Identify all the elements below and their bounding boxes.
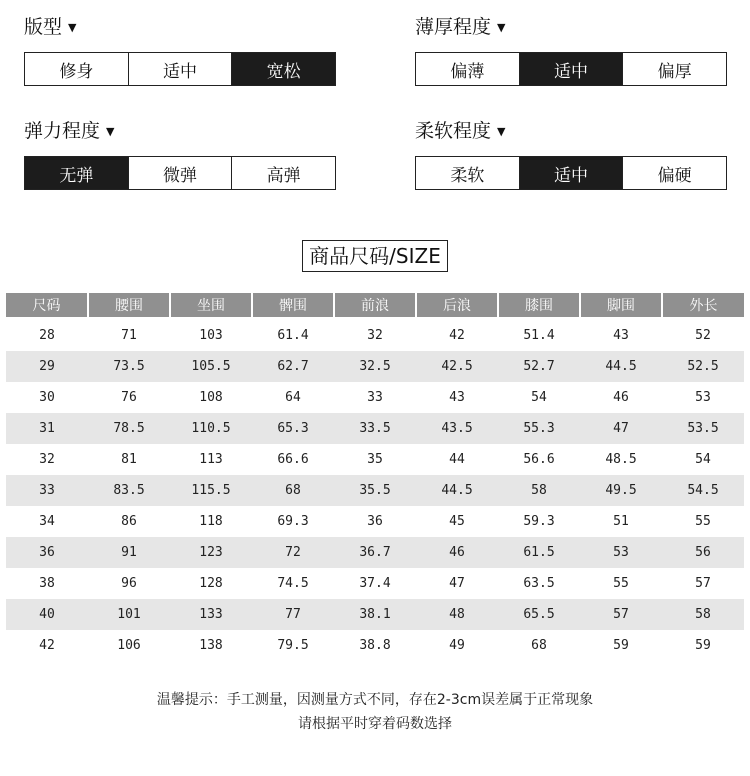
table-cell: 49.5 [580, 475, 662, 506]
table-cell: 44 [449, 452, 465, 467]
table-row [6, 444, 744, 475]
attr-title: 弹力程度 ▼ [24, 120, 115, 142]
table-cell: 36 [367, 514, 383, 529]
table-cell: 118 [199, 514, 223, 529]
table-cell: 115.5 [170, 475, 252, 506]
table-cell: 33 [367, 390, 383, 405]
table-cell: 110.5 [170, 413, 252, 444]
table-cell: 86 [121, 514, 137, 529]
table-cell: 66.6 [277, 452, 309, 467]
table-cell: 46 [613, 390, 629, 405]
table-cell: 55 [613, 576, 629, 591]
table-row [6, 537, 744, 568]
table-cell: 37.4 [359, 576, 391, 591]
option-slight-stretch: 微弹 [129, 157, 233, 189]
table-cell: 73.5 [88, 351, 170, 382]
attr-softness [415, 118, 692, 186]
attr-fit [24, 14, 301, 82]
table-cell: 72 [252, 537, 334, 568]
table-cell: 123 [170, 537, 252, 568]
attr-title: 版型 ▼ [24, 16, 77, 38]
table-cell: 53 [580, 537, 662, 568]
option-thick: 偏厚 [623, 53, 726, 85]
table-cell: 44.5 [580, 351, 662, 382]
measurement-note: 温馨提示：手工测量，因测量方式不同，存在2-3cm误差属于正常现象 [156, 692, 594, 708]
table-cell: 43.5 [416, 413, 498, 444]
table-cell: 48 [416, 599, 498, 630]
attr-title: 柔软程度 ▼ [415, 120, 506, 142]
table-cell: 105.5 [170, 351, 252, 382]
table-cell: 42.5 [416, 351, 498, 382]
table-cell: 65.3 [252, 413, 334, 444]
table-cell: 76 [121, 390, 137, 405]
column-header: 脚围 [580, 293, 662, 317]
table-cell: 81 [121, 452, 137, 467]
table-cell: 34 [39, 514, 55, 529]
column-header: 尺码 [6, 293, 88, 317]
table-cell: 113 [199, 452, 223, 467]
table-cell: 128 [199, 576, 223, 591]
column-header: 膝围 [498, 293, 580, 317]
table-cell: 59 [613, 638, 629, 653]
table-cell: 57 [695, 576, 711, 591]
table-cell: 58 [662, 599, 744, 630]
softness-selector [415, 156, 727, 190]
table-cell: 38.8 [359, 638, 391, 653]
column-header: 腰围 [88, 293, 170, 317]
table-cell: 42 [39, 638, 55, 653]
table-cell: 51 [613, 514, 629, 529]
table-cell: 65.5 [498, 599, 580, 630]
table-cell: 43 [449, 390, 465, 405]
table-cell: 33.5 [334, 413, 416, 444]
table-row [6, 475, 744, 506]
fit-selector [24, 52, 336, 86]
table-cell: 108 [199, 390, 223, 405]
table-cell: 62.7 [252, 351, 334, 382]
table-cell: 68 [252, 475, 334, 506]
caret-down-icon: ▼ [497, 124, 506, 138]
table-cell: 46 [416, 537, 498, 568]
table-cell: 45 [449, 514, 465, 529]
attr-thickness [415, 14, 692, 82]
table-cell: 38 [39, 576, 55, 591]
caret-down-icon: ▼ [68, 20, 77, 34]
table-cell: 64 [285, 390, 301, 405]
option-slim: 修身 [25, 53, 129, 85]
table-cell: 47 [580, 413, 662, 444]
size-heading-wrap [0, 240, 750, 272]
size-table [6, 293, 744, 661]
table-row [6, 351, 744, 382]
stretch-selector [24, 156, 336, 190]
column-header: 外长 [662, 293, 744, 317]
table-cell: 58 [498, 475, 580, 506]
table-cell: 138 [199, 638, 223, 653]
table-cell: 101 [88, 599, 170, 630]
column-header: 髀围 [252, 293, 334, 317]
table-cell: 28 [39, 328, 55, 343]
table-cell: 48.5 [605, 452, 637, 467]
table-cell: 38.1 [334, 599, 416, 630]
option-loose-selected: 宽松 [232, 53, 335, 85]
table-cell: 106 [117, 638, 141, 653]
option-medium-selected: 适中 [520, 157, 624, 189]
table-cell: 32.5 [334, 351, 416, 382]
column-header: 后浪 [416, 293, 498, 317]
table-cell: 47 [449, 576, 465, 591]
table-cell: 74.5 [277, 576, 309, 591]
table-cell: 33 [6, 475, 88, 506]
table-cell: 59 [695, 638, 711, 653]
table-cell: 52.5 [662, 351, 744, 382]
table-cell: 32 [39, 452, 55, 467]
table-row [6, 599, 744, 630]
table-cell: 32 [367, 328, 383, 343]
table-row [6, 506, 744, 537]
caret-down-icon: ▼ [106, 124, 115, 138]
attr-title: 薄厚程度 ▼ [415, 16, 506, 38]
column-header: 前浪 [334, 293, 416, 317]
table-cell: 40 [6, 599, 88, 630]
table-cell: 78.5 [88, 413, 170, 444]
column-header: 坐围 [170, 293, 252, 317]
table-cell: 61.4 [277, 328, 309, 343]
size-table-body [6, 317, 744, 661]
table-cell: 91 [88, 537, 170, 568]
table-cell: 54.5 [662, 475, 744, 506]
table-cell: 44.5 [416, 475, 498, 506]
table-cell: 79.5 [277, 638, 309, 653]
table-cell: 55 [695, 514, 711, 529]
table-cell: 55.3 [498, 413, 580, 444]
option-thin: 偏薄 [416, 53, 520, 85]
table-cell: 52.7 [498, 351, 580, 382]
table-cell: 54 [695, 452, 711, 467]
table-cell: 42 [449, 328, 465, 343]
table-cell: 77 [252, 599, 334, 630]
table-cell: 68 [531, 638, 547, 653]
table-cell: 69.3 [277, 514, 309, 529]
table-cell: 133 [170, 599, 252, 630]
thickness-selector [415, 52, 727, 86]
option-regular: 适中 [129, 53, 233, 85]
table-cell: 56.6 [523, 452, 555, 467]
table-cell: 49 [449, 638, 465, 653]
table-cell: 96 [121, 576, 137, 591]
caret-down-icon: ▼ [497, 20, 506, 34]
table-cell: 71 [121, 328, 137, 343]
option-stiff: 偏硬 [623, 157, 726, 189]
table-cell: 36.7 [334, 537, 416, 568]
table-cell: 31 [6, 413, 88, 444]
size-advice-note: 请根据平时穿着码数选择 [298, 716, 452, 732]
table-cell: 54 [531, 390, 547, 405]
table-cell: 30 [39, 390, 55, 405]
table-cell: 83.5 [88, 475, 170, 506]
table-row [6, 320, 744, 351]
table-cell: 57 [580, 599, 662, 630]
table-cell: 59.3 [523, 514, 555, 529]
option-soft: 柔软 [416, 157, 520, 189]
table-row [6, 413, 744, 444]
table-cell: 35 [367, 452, 383, 467]
table-cell: 35.5 [334, 475, 416, 506]
option-high-stretch: 高弹 [232, 157, 335, 189]
table-cell: 51.4 [523, 328, 555, 343]
table-cell: 52 [695, 328, 711, 343]
table-cell: 29 [6, 351, 88, 382]
table-cell: 43 [613, 328, 629, 343]
size-chart-heading: 商品尺码/SIZE [302, 240, 448, 272]
table-cell: 61.5 [498, 537, 580, 568]
table-cell: 103 [199, 328, 223, 343]
table-row [6, 568, 744, 599]
table-header-row [6, 293, 744, 317]
table-cell: 36 [6, 537, 88, 568]
table-row [6, 382, 744, 413]
table-cell: 63.5 [523, 576, 555, 591]
option-medium-selected: 适中 [520, 53, 624, 85]
attr-stretch [24, 118, 301, 186]
option-no-stretch-selected: 无弹 [25, 157, 129, 189]
table-cell: 56 [662, 537, 744, 568]
table-cell: 53 [695, 390, 711, 405]
table-cell: 53.5 [662, 413, 744, 444]
table-row [6, 630, 744, 661]
